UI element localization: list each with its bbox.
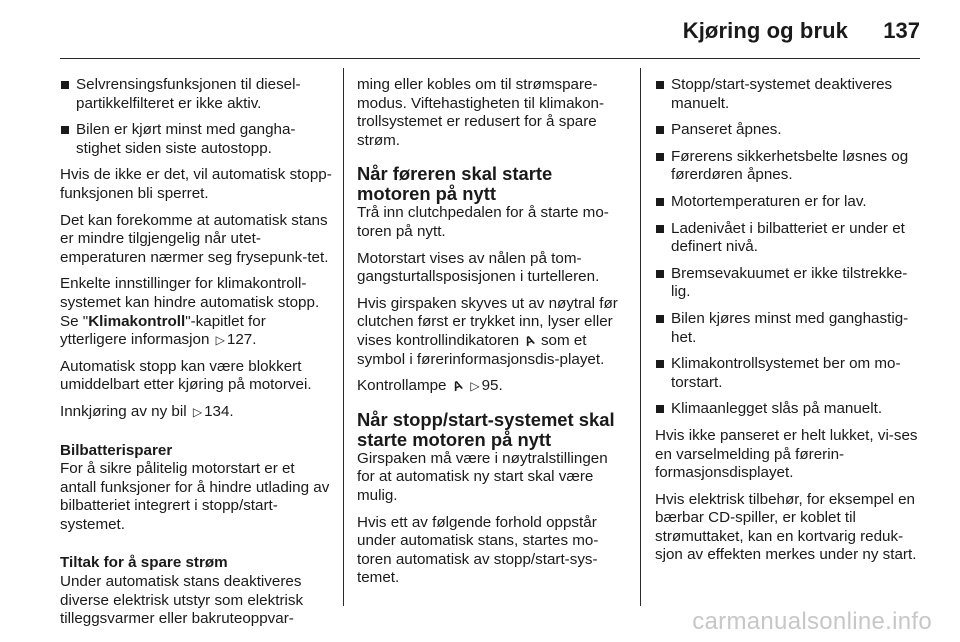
list-item: Bremsevakuumet er ikke tilstrekke-lig. [655, 265, 925, 302]
paragraph-text: Kontrollampe [357, 377, 447, 395]
paragraph [60, 275, 332, 349]
section-heading: Når føreren skal starte motoren på nytt [357, 163, 553, 205]
header-rule [60, 58, 920, 59]
paragraph [357, 377, 625, 396]
autostop-indicator-icon: A [450, 377, 465, 395]
page-reference-arrow-icon: ▷ [470, 379, 480, 394]
list-item: Ladenivået i bilbatteriet er under et definert nivå. [655, 220, 925, 257]
paragraph: Under automatisk stans deaktiveres diverse elektrisk utstyr som elektrisk tilleggsvarmer eller bakruteoppvar- [60, 573, 304, 628]
paragraph: Motorstart vises av nålen på tom-gangsturtallsposisjonen i turtelleren. [357, 249, 600, 286]
list-item: Selvrensingsfunksjonen til diesel-partikkelfilteret er ikke aktiv. [60, 76, 332, 113]
column-divider-2 [640, 68, 641, 606]
list-item: Klimakontrollsystemet ber om mo-torstart. [655, 355, 925, 392]
column-2 [357, 76, 625, 596]
paragraph: ming eller kobles om til strømspare-modus. Viftehastigheten til klimakon-trollsystemet er redusert for å spare strøm. [357, 76, 605, 149]
column-1 [60, 76, 332, 637]
page-reference-arrow-icon: ▷ [215, 333, 225, 348]
paragraph: Hvis ikke panseret er helt lukket, vi-ses en varselmelding på førerin-formasjonsdisplayet. [655, 426, 918, 482]
page-number: 137 [883, 18, 920, 43]
list-item: Panseret åpnes. [655, 121, 925, 140]
paragraph: Hvis ett av følgende forhold oppstår under automatisk stans, startes mo-toren automatisk av stopp/start-sys-temet. [357, 513, 599, 587]
column-3 [655, 76, 925, 573]
paragraph [357, 295, 625, 369]
watermark: carmanualsonline.info [692, 608, 932, 635]
subheading: Tiltak for å spare strøm [60, 554, 228, 572]
list-item: Klimaanlegget slås på manuelt. [655, 400, 925, 419]
subheading: Bilbatterisparer [60, 441, 173, 459]
page-reference[interactable]: 95. [481, 377, 503, 395]
section-heading: Når stopp/start-systemet skal starte motoren på nytt [357, 408, 615, 450]
paragraph-text: Innkjøring av ny bil [60, 402, 187, 420]
paragraph [60, 403, 332, 422]
list-item: Motortemperaturen er for lav. [655, 193, 925, 212]
list-item: Bilen er kjørt minst med gangha-stighet siden siste autostopp. [60, 121, 332, 158]
list-item: Stopp/start-systemet deaktiveres manuelt. [655, 76, 925, 113]
page-reference[interactable]: 134. [204, 402, 234, 420]
paragraph-text: Hvis girspaken skyves ut av nøytral før clutchen først er trykket inn, lyser eller vises kontrollindikatoren [357, 294, 618, 349]
paragraph: Automatisk stopp kan være blokkert umiddelbart etter kjøring på motorvei. [60, 357, 312, 394]
cross-reference-link[interactable]: Klimakontroll [88, 312, 186, 330]
paragraph: Girspaken må være i nøytralstillingen for at automatisk ny start skal være mulig. [357, 449, 608, 504]
paragraph-text: som et symbol i førerinformasjonsdis-playet. [357, 331, 605, 368]
paragraph-text: Enkelte innstillinger for klimakontroll-systemet kan hindre automatisk stopp. Se " [60, 275, 320, 330]
page-reference-arrow-icon: ▷ [192, 404, 203, 419]
paragraph: Hvis elektrisk tilbehør, for eksempel en bærbar CD-spiller, er koblet til strømuttaket, kan en kortvarig reduk-sjon av effekten merkes under ny start. [655, 490, 917, 564]
column-divider-1 [343, 68, 344, 606]
paragraph: Trå inn clutchpedalen for å starte mo-toren på nytt. [357, 204, 609, 240]
paragraph: For å sikre pålitelig motorstart er et antall funksjoner for å hindre utlading av bilbatteriet integrert i stopp/start-systemet. [60, 460, 330, 533]
list-item: Bilen kjøres minst med ganghastig-het. [655, 310, 925, 347]
page-reference[interactable]: 127. [226, 331, 257, 349]
paragraph-text: "-kapitlet for ytterligere informasjon [60, 312, 266, 349]
autostop-indicator-icon: A [522, 331, 537, 350]
paragraph: Hvis de ikke er det, vil automatisk stopp-funksjonen bli sperret. [60, 166, 332, 202]
list-item: Førerens sikkerhetsbelte løsnes og førerdøren åpnes. [655, 148, 925, 185]
paragraph: Det kan forekomme at automatisk stans er mindre tilgjengelig når utet-emperaturen nærmer seg frysepunk-tet. [60, 211, 329, 266]
chapter-title: Kjøring og bruk [682, 18, 848, 43]
